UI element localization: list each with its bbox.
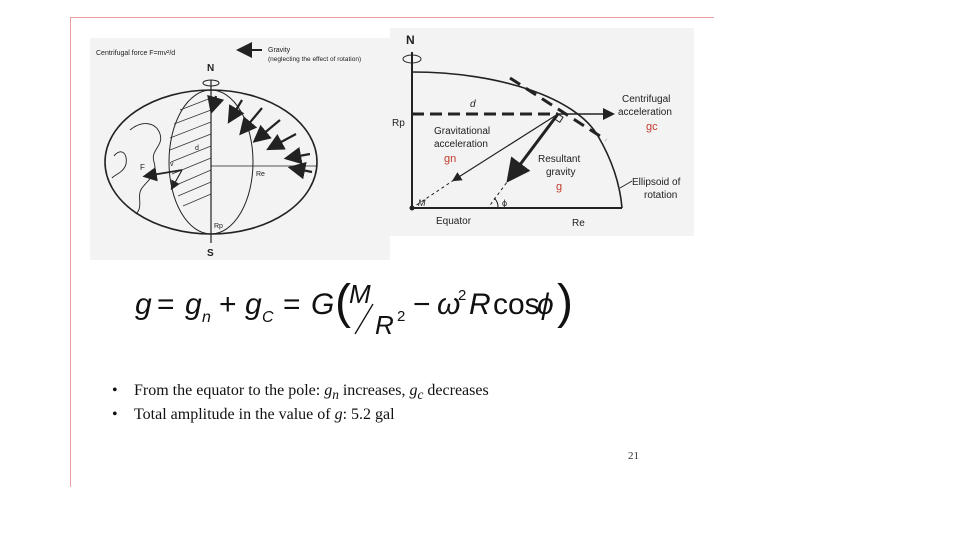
gravitational-label-2: acceleration xyxy=(434,139,488,150)
svg-text:=: = xyxy=(157,288,175,321)
svg-text:−: − xyxy=(413,288,431,321)
slide-border-left xyxy=(70,17,71,487)
bullet-item xyxy=(112,382,489,406)
velocity-v-label: v xyxy=(170,161,174,168)
phi-label: ϕ xyxy=(502,198,508,208)
page-number: 21 xyxy=(628,450,639,462)
bullet-dot: • xyxy=(112,382,118,399)
north-label-left: N xyxy=(207,63,215,74)
gravity-label: Gravity xyxy=(268,47,291,54)
svg-text:2: 2 xyxy=(458,287,467,304)
g-label: g xyxy=(556,181,563,193)
center-point-M xyxy=(410,206,415,211)
polar-radius-label: Rp xyxy=(214,223,223,230)
bullet-item xyxy=(112,406,489,430)
svg-text:g: g xyxy=(245,288,262,321)
svg-text:R: R xyxy=(469,288,491,321)
svg-text:2: 2 xyxy=(397,308,406,325)
gravity-equation xyxy=(135,276,575,346)
centrifugal-label-2: acceleration xyxy=(618,107,672,118)
bullet-text: From the equator to the pole: $g_n$ increases, $g_c$ decreases xyxy=(134,382,489,403)
center-label-M: M xyxy=(418,198,426,208)
bullet-text: Total amplitude in the value of g: 5.2 gal xyxy=(134,406,395,423)
distance-d-label: d xyxy=(195,145,199,152)
svg-text:+: + xyxy=(219,288,237,321)
slide-border-top xyxy=(70,17,714,18)
gn-label: gn xyxy=(444,153,457,165)
bullet-dot: • xyxy=(112,406,118,423)
svg-text:n: n xyxy=(202,309,211,326)
svg-text:ϕ: ϕ xyxy=(537,288,554,321)
svg-text:M: M xyxy=(349,279,371,309)
svg-text:g: g xyxy=(135,288,152,321)
north-label-right: N xyxy=(406,33,415,47)
svg-text:cos: cos xyxy=(493,288,540,321)
bullet-list xyxy=(112,382,489,430)
centrifugal-label-1: Centrifugal xyxy=(622,94,671,105)
earth-rotation-figure xyxy=(90,38,390,260)
equatorial-radius-label: Re xyxy=(256,171,265,178)
svg-text:G: G xyxy=(311,288,335,321)
gravity-vector-figure xyxy=(390,28,694,236)
distance-d: d xyxy=(470,99,476,110)
equator-label: Equator xyxy=(436,216,472,227)
ellipsoid-label-1: Ellipsoid of xyxy=(632,177,681,188)
force-F-label: F xyxy=(140,163,145,172)
gravity-note: (neglecting the effect of rotation) xyxy=(268,56,362,63)
resultant-label-1: Resultant xyxy=(538,154,581,165)
svg-text:R: R xyxy=(375,310,394,338)
svg-text:C: C xyxy=(262,309,274,326)
gc-label: gc xyxy=(646,121,658,133)
resultant-label-2: gravity xyxy=(546,167,576,178)
svg-text:): ) xyxy=(557,276,573,329)
svg-text:g: g xyxy=(185,288,202,321)
svg-text:ω: ω xyxy=(437,288,461,321)
south-label-left: S xyxy=(207,248,214,259)
equatorial-radius-Re: Re xyxy=(572,218,585,229)
ellipsoid-label-2: rotation xyxy=(644,190,678,201)
svg-text:=: = xyxy=(283,288,301,321)
gravitational-label-1: Gravitational xyxy=(434,126,491,137)
centrifugal-force-label: Centrifugal force F=mv²/d xyxy=(96,50,176,57)
svg-text:(: ( xyxy=(335,276,351,329)
polar-radius-Rp: Rp xyxy=(392,118,405,129)
